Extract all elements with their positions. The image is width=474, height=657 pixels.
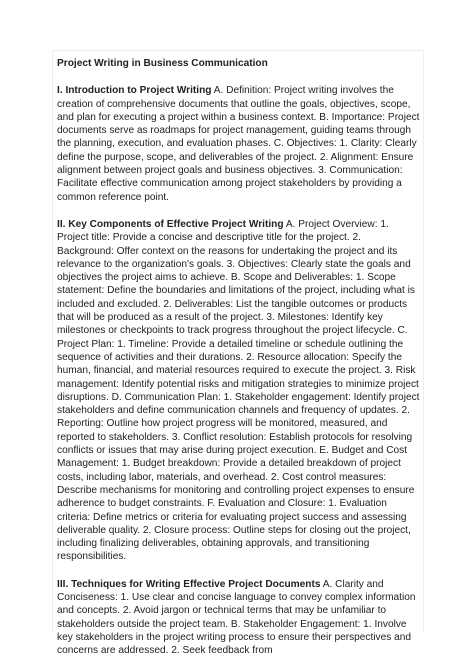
- section-heading: III. Techniques for Writing Effective Project Documents: [57, 578, 321, 590]
- section-heading: II. Key Components of Effective Project Writing: [57, 218, 284, 230]
- section-heading: I. Introduction to Project Writing: [57, 85, 212, 97]
- section-body: A. Clarity and Conciseness: 1. Use clear and concise language to convey complex information and concepts. 2. Avoid jargon or technical terms that may be unfamiliar to stakeholders outside the project team. B. Stakeholder Engagement: 1. Involve key stakeholders in the project writing process to ensure their perspectives and concerns are addressed. 2. Seek feedback from: [57, 578, 416, 657]
- section-body: A. Project Overview: 1. Project title: Provide a concise and descriptive title for the project. 2. Background: Offer context on the reasons for undertaking the project and its relevance to the organization's goals. 3. Objectives: Clearly state the goals and objectives the project aims to achieve. B. Scope and Deliverables: 1. Scope statement: Define the boundaries and limitations of the project, including what is included and excluded. 2. Deliverables: List the tangible outcomes or products that will be produced as a result of the project. 3. Milestones: Identify key milestones or checkpoints to track progress throughout the project lifecycle. C. Project Plan: 1. Timeline: Provide a detailed timeline or schedule outlining the sequence of activities and their durations. 2. Resource allocation: Specify the human, financial, and material resources required to execute the project. 3. Risk management: Identify potential risks and mitigation strategies to minimize project disruptions. D. Communication Plan: 1. Stakeholder engagement: Identify project stakeholders and define communication channels and frequency of updates. 2. Reporting: Outline how project progress will be monitored, measured, and reported to stakeholders. 3. Conflict resolution: Establish protocols for resolving conflicts or issues that may arise during project execution. E. Budget and Cost Management: 1. Budget breakdown: Provide a detailed breakdown of project costs, including labor, materials, and overhead. 2. Cost control measures: Describe mechanisms for monitoring and controlling project expenses to ensure adherence to budget constraints. F. Evaluation and Closure: 1. Evaluation criteria: Define metrics or criteria for evaluating project success and assessing deliverable quality. 2. Closure process: Outline steps for closing out the project, including finalizing deliverables, obtaining approvals, and transitioning responsibilities.: [57, 218, 420, 563]
- section-introduction: [57, 84, 420, 204]
- document-title: Project Writing in Business Communication: [57, 58, 268, 69]
- section-key-components: [57, 218, 420, 564]
- section-body: A. Definition: Project writing involves the creation of comprehensive documents that outline the goals, objectives, scope, and plan for executing a project within a business context. B. Importance: Project documents serve as roadmaps for project management, guiding teams through the planning, execution, and evaluation phases. C. Objectives: 1. Clarity: Clearly define the purpose, scope, and deliverables of the project. 2. Alignment: Ensure alignment between project goals and business objectives. 3. Communication: Facilitate effective communication among project stakeholders by providing a common reference point.: [57, 85, 420, 203]
- section-techniques: [57, 578, 420, 657]
- document-page: [52, 50, 424, 657]
